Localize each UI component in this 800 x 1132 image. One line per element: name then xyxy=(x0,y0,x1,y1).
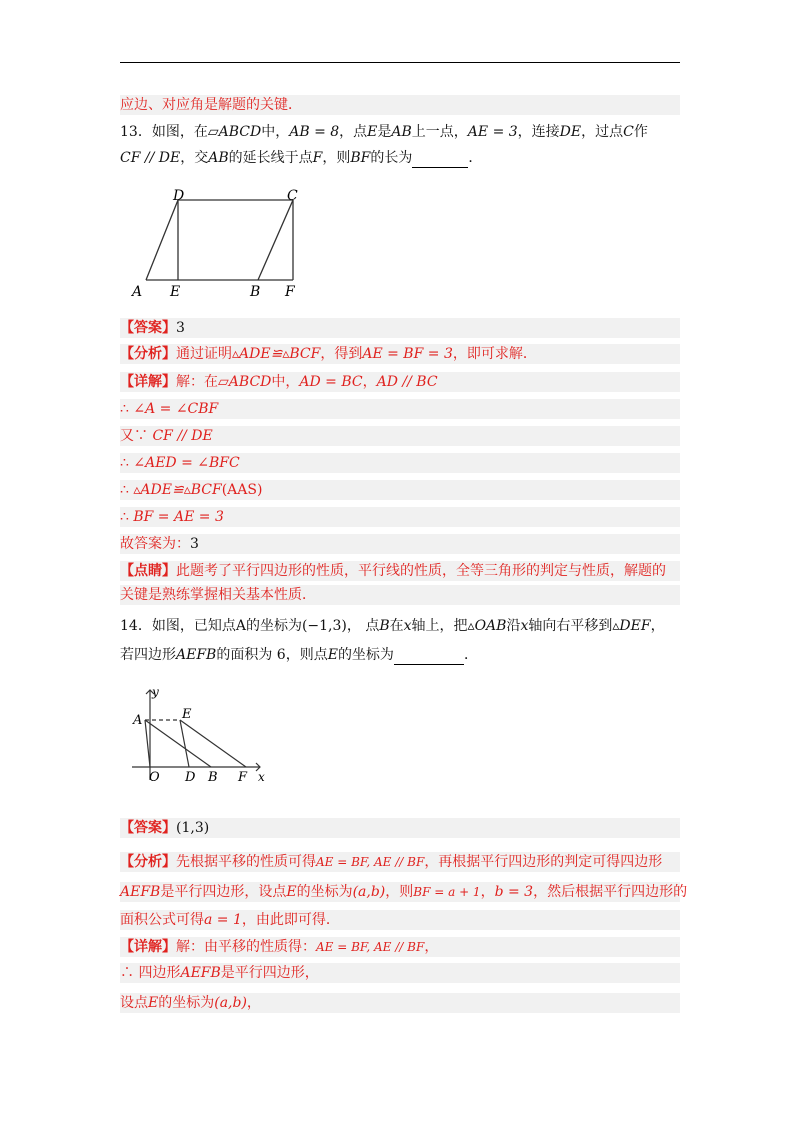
fig-label-b: B xyxy=(208,770,218,784)
q13-math: CF // DE xyxy=(120,150,181,166)
step-prefix: 又∵ xyxy=(120,428,153,444)
step-math: ∠AED = ∠BFC xyxy=(133,455,240,471)
q14-detail-2 xyxy=(120,963,680,983)
analysis-tag: 【分析】 xyxy=(120,854,176,870)
fig-label-d: D xyxy=(173,188,185,204)
q13-text: 作 xyxy=(633,124,648,140)
q14-text: 若四边形 xyxy=(120,647,176,663)
detail-math: AE = BF, AE // BF xyxy=(316,940,425,954)
q13-math: DE xyxy=(559,124,582,140)
q14-math: DEF xyxy=(619,618,651,634)
segment-ed xyxy=(180,720,189,767)
fig-label-e: E xyxy=(170,284,181,300)
q13-math: ABCD xyxy=(218,124,262,140)
q13-math: BF xyxy=(350,150,371,166)
analysis-math: BF = a + 1 xyxy=(413,885,481,899)
q13-text: ，交 xyxy=(180,150,209,166)
fig-label-a: A xyxy=(133,713,143,728)
detail-text: ， xyxy=(424,939,439,955)
answer-value: (1,3) xyxy=(176,820,210,836)
triangle-icon: ▵ xyxy=(133,482,141,498)
q13-math: F xyxy=(312,150,323,166)
analysis-text: ，则 xyxy=(385,884,414,900)
comment-text: 关键是熟练掌握相关基本性质． xyxy=(120,587,316,603)
analysis-math: E xyxy=(286,884,297,900)
q14-math: E xyxy=(327,647,338,663)
q13-comment-1 xyxy=(120,561,680,581)
detail-text: 中， xyxy=(271,374,300,390)
fig-label-a: A xyxy=(132,284,143,300)
q13-step-3 xyxy=(120,453,680,473)
analysis-text: 通过证明 xyxy=(176,346,232,362)
fig-label-f: F xyxy=(285,284,295,300)
analysis-text: 先根据平移的性质可得 xyxy=(176,854,316,870)
q13-final xyxy=(120,534,680,554)
detail-text: ∴ 四边形 xyxy=(120,965,181,981)
detail-text: 设点 xyxy=(120,995,148,1011)
q13-math: AB xyxy=(391,124,412,140)
fig-label-e: E xyxy=(182,707,192,722)
q13-step-1 xyxy=(120,399,680,419)
step-suffix: (AAS) xyxy=(221,482,263,498)
answer-value: 3 xyxy=(176,320,185,336)
answer-tag: 【答案】 xyxy=(120,820,176,836)
analysis-math: AE = BF, AE // BF xyxy=(316,855,425,869)
q13-detail xyxy=(120,372,680,392)
detail-math: E xyxy=(148,995,159,1011)
detail-text: 解：由平移的性质得： xyxy=(176,939,316,955)
q13-text: ，过点 xyxy=(581,124,624,140)
q13-text: 上一点， xyxy=(411,124,468,140)
q13-text: 中， xyxy=(261,124,290,140)
analysis-math: BCF xyxy=(289,346,321,362)
q14-analysis-3 xyxy=(120,910,680,930)
step-prefix: ∴ xyxy=(120,401,134,417)
step-math: BCF xyxy=(190,482,222,498)
step-math: ADE≌ xyxy=(140,482,184,498)
segment-ef xyxy=(180,720,246,767)
fig-label-y: y xyxy=(152,685,159,699)
q13-text: 是 xyxy=(377,124,392,140)
detail-math: AD = BC xyxy=(299,374,363,390)
q13-text: 13．如图，在 xyxy=(120,124,208,140)
q14-math: OAB xyxy=(474,618,507,634)
comment-text: 此题考了平行四边形的性质，平行线的性质，全等三角形的判定与性质，解题的 xyxy=(176,563,666,579)
detail-tag: 【详解】 xyxy=(120,374,176,390)
detail-math: (a,b) xyxy=(214,995,247,1011)
q13-math: C xyxy=(623,124,634,140)
step-prefix: ∴ xyxy=(120,455,134,471)
edge-ad xyxy=(146,200,178,280)
analysis-text: 的坐标为 xyxy=(296,884,353,900)
triangle-icon: ▵ xyxy=(467,618,475,634)
analysis-text: ，然后根据平行四边形的 xyxy=(533,884,688,900)
q14-math: (−1,3) xyxy=(301,618,347,634)
q14-text: 的坐标为 xyxy=(245,618,302,634)
fig-label-f: F xyxy=(238,770,248,784)
analysis-math: b = 3 xyxy=(494,884,534,900)
answer-tag: 【答案】 xyxy=(120,320,176,336)
analysis-math: ADE≌ xyxy=(239,346,283,362)
step-prefix: ∴ xyxy=(120,482,134,498)
q13-text: ． xyxy=(468,150,483,166)
q14-answer xyxy=(120,818,680,838)
header-rule xyxy=(120,62,680,63)
q13-math: E xyxy=(367,124,378,140)
q13-step-2 xyxy=(120,426,680,446)
q14-text: 沿 xyxy=(506,618,521,634)
triangle-icon: ▵ xyxy=(282,346,290,362)
detail-tag: 【详解】 xyxy=(120,939,176,955)
q13-step-5 xyxy=(120,507,680,527)
q14-text: 在 xyxy=(389,618,404,634)
q13-math: AB xyxy=(208,150,229,166)
fig-label-c: C xyxy=(287,188,298,204)
triangle-icon: ▵ xyxy=(183,482,191,498)
analysis-math: AEFB xyxy=(120,884,161,900)
q14-text: 14．如图，已知点 xyxy=(120,618,236,634)
q14-text: ． xyxy=(463,647,478,663)
q13-step-4 xyxy=(120,480,680,500)
q14-text: ， xyxy=(650,618,665,634)
q13-stem-line2 xyxy=(120,148,680,168)
detail-text: ， xyxy=(246,995,261,1011)
q14-analysis-1 xyxy=(120,852,680,872)
analysis-text: ，再根据平行四边形的判定可得四边形 xyxy=(424,854,663,870)
q13-analysis xyxy=(120,344,680,364)
q13-stem-line1 xyxy=(120,122,680,142)
q14-figure xyxy=(128,684,278,784)
step-math: BF = AE = 3 xyxy=(133,509,224,525)
q13-text: 的长为 xyxy=(370,150,413,166)
q14-text: 轴向右平移到 xyxy=(528,618,613,634)
q13-comment-2 xyxy=(120,585,680,605)
q14-detail-3 xyxy=(120,993,680,1013)
detail-math: AEFB xyxy=(180,965,221,981)
q13-text: ，则 xyxy=(322,150,351,166)
fig-label-x: x xyxy=(258,770,265,784)
step-math: CF // DE xyxy=(152,428,213,444)
q14-math: AEFB xyxy=(176,647,217,663)
parallelogram-icon: ▱ xyxy=(218,374,229,390)
parallelogram-icon: ▱ xyxy=(207,124,219,140)
q14-text: 的坐标为 xyxy=(337,647,394,663)
fig-label-b: B xyxy=(250,284,261,300)
detail-text: ， xyxy=(362,374,377,390)
q13-answer xyxy=(120,318,680,338)
top-note-text: 应边、对应角是解题的关键． xyxy=(120,97,302,113)
q13-math: AB = 8 xyxy=(289,124,340,140)
step-math: ∠A = ∠CBF xyxy=(133,401,219,417)
q13-math: AE = 3 xyxy=(467,124,518,140)
edge-cb xyxy=(258,200,293,280)
detail-text: 解：在 xyxy=(176,374,218,390)
final-value: 3 xyxy=(190,536,199,552)
analysis-math: a = 1 xyxy=(204,912,242,928)
q13-figure xyxy=(128,188,308,303)
q14-stem-line1 xyxy=(120,616,680,636)
q14-math: A xyxy=(235,618,246,634)
q14-analysis-2 xyxy=(120,882,688,902)
analysis-text: ，由此即可得． xyxy=(241,912,340,928)
q14-math: x xyxy=(403,618,412,634)
detail-math: AD // BC xyxy=(376,374,438,390)
q14-stem-line2 xyxy=(120,645,680,665)
analysis-text: ，即可求解． xyxy=(452,346,537,362)
triangle-icon: ▵ xyxy=(232,346,240,362)
detail-text: 是平行四边形， xyxy=(220,965,319,981)
detail-math: ABCD xyxy=(228,374,272,390)
comment-tag: 【点睛】 xyxy=(120,563,176,579)
top-note xyxy=(120,95,680,115)
analysis-math: AE = BF = 3 xyxy=(362,346,453,362)
q14-math: B xyxy=(379,618,390,634)
segment-ab xyxy=(145,720,211,767)
q14-text: 轴上，把 xyxy=(411,618,468,634)
fig-label-o: O xyxy=(149,770,160,784)
step-prefix: ∴ xyxy=(120,509,134,525)
detail-text: 的坐标为 xyxy=(158,995,215,1011)
q13-text: ，点 xyxy=(339,124,368,140)
analysis-tag: 【分析】 xyxy=(120,346,176,362)
analysis-text: ， xyxy=(480,884,495,900)
q14-text: 的面积为 6，则点 xyxy=(216,647,328,663)
q13-answer-blank xyxy=(412,153,468,168)
q14-math: x xyxy=(520,618,529,634)
q13-text: 的延长线于点 xyxy=(228,150,313,166)
q14-answer-blank xyxy=(394,650,464,665)
analysis-text: ，得到 xyxy=(320,346,363,362)
q14-text: ， 点 xyxy=(346,618,380,634)
segment-ao xyxy=(145,720,150,767)
fig-label-d: D xyxy=(185,770,196,784)
analysis-text: 是平行四边形，设点 xyxy=(160,884,287,900)
analysis-math: (a,b) xyxy=(352,884,386,900)
final-text: 故答案为： xyxy=(120,536,190,552)
analysis-text: 面积公式可得 xyxy=(120,912,204,928)
q14-detail-1 xyxy=(120,937,680,957)
triangle-icon: ▵ xyxy=(612,618,620,634)
q13-text: ，连接 xyxy=(517,124,560,140)
